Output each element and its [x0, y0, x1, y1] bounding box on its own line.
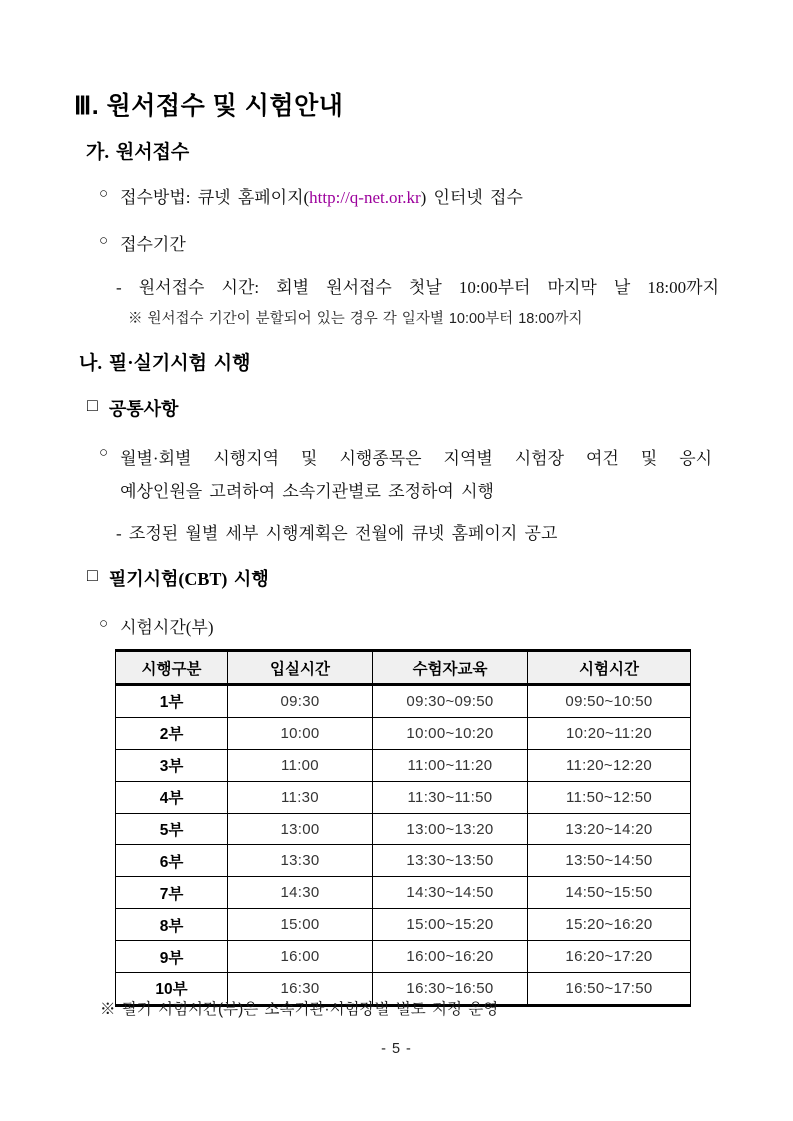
- education-time-cell: 11:00~11:20: [373, 749, 528, 781]
- exam-time-cell: 15:20~16:20: [528, 909, 691, 941]
- table-header-row: [116, 651, 691, 685]
- round-cell: 1부: [116, 685, 228, 718]
- application-period-label: 접수기간: [120, 235, 186, 254]
- application-method-text: [120, 183, 523, 208]
- circle-bullet-icon: ○: [99, 233, 109, 249]
- exam-time-cell: 11:20~12:20: [528, 749, 691, 781]
- cbt-exam-label: 필기시험(CBT) 시행: [108, 569, 269, 589]
- section-heading-application: 가. 원서접수: [86, 142, 190, 163]
- table-row: [116, 909, 691, 941]
- entry-time-cell: 14:30: [228, 877, 373, 909]
- exam-time-cell: 10:20~11:20: [528, 717, 691, 749]
- education-time-cell: 13:30~13:50: [373, 845, 528, 877]
- education-time-cell: 16:30~16:50: [373, 973, 528, 1006]
- table-row: [116, 717, 691, 749]
- entry-time-cell: 11:00: [228, 749, 373, 781]
- entry-time-cell: 13:30: [228, 845, 373, 877]
- application-period-line: [99, 230, 186, 255]
- header-education: 수험자교육: [373, 651, 528, 685]
- exam-time-label: 시험시간(부): [120, 618, 214, 637]
- entry-time-cell: 11:30: [228, 781, 373, 813]
- education-time-cell: 16:00~16:20: [373, 941, 528, 973]
- entry-time-cell: 10:00: [228, 717, 373, 749]
- square-bullet-icon: □: [87, 565, 98, 585]
- section-heading-exam: 나. 필·실기시험 시행: [79, 353, 251, 374]
- header-round: 시행구분: [116, 651, 228, 685]
- exam-time-cell: 16:50~17:50: [528, 973, 691, 1006]
- round-cell: 3부: [116, 749, 228, 781]
- education-time-cell: 13:00~13:20: [373, 813, 528, 845]
- table-row: [116, 749, 691, 781]
- entry-time-cell: 15:00: [228, 909, 373, 941]
- round-cell: 2부: [116, 717, 228, 749]
- education-time-cell: 14:30~14:50: [373, 877, 528, 909]
- education-time-cell: 09:30~09:50: [373, 685, 528, 718]
- exam-time-line: [99, 613, 214, 638]
- table-row: [116, 781, 691, 813]
- round-cell: 9부: [116, 941, 228, 973]
- common-text-line2: 예상인원을 고려하여 소속기관별로 조정하여 시행: [120, 482, 494, 501]
- page-title: Ⅲ. 원서접수 및 시험안내: [74, 92, 344, 120]
- table-row: [116, 941, 691, 973]
- application-period-time: - 원서접수 시간: 회별 원서접수 첫날 10:00부터 마지막 날 18:00까지: [116, 278, 719, 297]
- exam-time-footnote: ※ 필기 시험시간(부)은 소속기관·시험장별 별도 지정 운영: [100, 1001, 499, 1018]
- exam-table-body: [116, 685, 691, 1006]
- header-entry-time: 입실시간: [228, 651, 373, 685]
- exam-time-cell: 13:20~14:20: [528, 813, 691, 845]
- exam-time-cell: 11:50~12:50: [528, 781, 691, 813]
- round-cell: 8부: [116, 909, 228, 941]
- exam-schedule-table: [115, 649, 691, 1007]
- page-number: - 5 -: [381, 1041, 412, 1057]
- education-time-cell: 11:30~11:50: [373, 781, 528, 813]
- square-bullet-icon: □: [87, 395, 98, 415]
- table-row: [116, 813, 691, 845]
- circle-bullet-icon: ○: [99, 186, 109, 202]
- common-matters-paragraph: [99, 442, 712, 508]
- exam-time-cell: 13:50~14:50: [528, 845, 691, 877]
- round-cell: 6부: [116, 845, 228, 877]
- round-cell: 5부: [116, 813, 228, 845]
- education-time-cell: 15:00~15:20: [373, 909, 528, 941]
- method-prefix: 접수방법: 큐넷 홈페이지(: [120, 188, 310, 207]
- cbt-exam-heading: [87, 565, 269, 591]
- round-cell: 10부: [116, 973, 228, 1006]
- circle-bullet-icon: ○: [99, 445, 109, 461]
- entry-time-cell: 16:00: [228, 941, 373, 973]
- table-row: [116, 877, 691, 909]
- application-method-line: [99, 183, 523, 208]
- method-suffix: ) 인터넷 접수: [420, 188, 523, 207]
- round-cell: 7부: [116, 877, 228, 909]
- common-text-line1: 월별·회별 시행지역 및 시행종목은 지역별 시험장 여건 및 응시: [120, 449, 713, 468]
- exam-time-cell: 14:50~15:50: [528, 877, 691, 909]
- circle-bullet-icon: ○: [99, 616, 109, 632]
- education-time-cell: 10:00~10:20: [373, 717, 528, 749]
- qnet-url-link[interactable]: http://q-net.or.kr: [309, 188, 421, 207]
- table-row: [116, 845, 691, 877]
- entry-time-cell: 13:00: [228, 813, 373, 845]
- entry-time-cell: 16:30: [228, 973, 373, 1006]
- monthly-plan-note: - 조정된 월별 세부 시행계획은 전월에 큐넷 홈페이지 공고: [116, 524, 558, 543]
- entry-time-cell: 09:30: [228, 685, 373, 718]
- exam-time-cell: 09:50~10:50: [528, 685, 691, 718]
- common-matters-heading: [87, 395, 178, 421]
- round-cell: 4부: [116, 781, 228, 813]
- common-matters-text: [120, 442, 712, 508]
- header-exam-time: 시험시간: [528, 651, 691, 685]
- common-matters-label: 공통사항: [108, 399, 179, 419]
- application-period-note: ※ 원서접수 기간이 분할되어 있는 경우 각 일자별 10:00부터 18:00까지: [128, 311, 583, 327]
- table-row: [116, 685, 691, 718]
- exam-time-cell: 16:20~17:20: [528, 941, 691, 973]
